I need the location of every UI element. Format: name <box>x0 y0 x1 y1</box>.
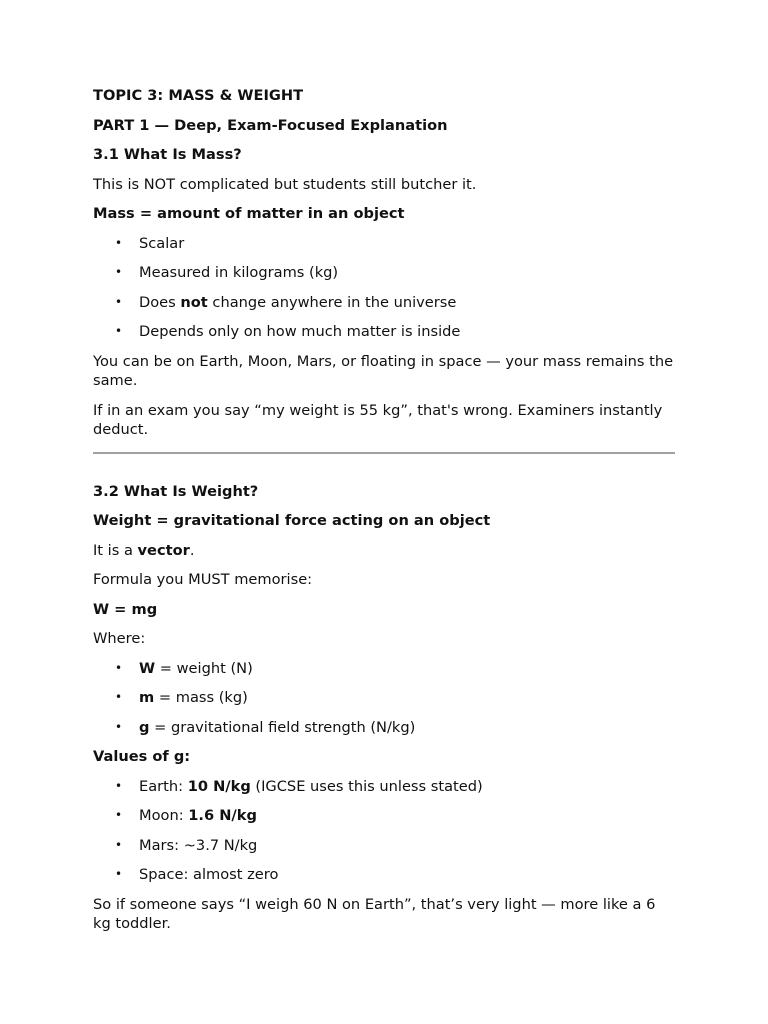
list-item <box>93 688 677 708</box>
list-item <box>93 234 677 254</box>
variable-description: = gravitational field strength (N/kg) <box>149 718 416 736</box>
variable-symbol: m <box>139 689 155 706</box>
section-divider <box>93 452 675 454</box>
mass-bullet-list <box>93 234 677 342</box>
emphasis-text: not <box>180 293 208 311</box>
list-item <box>93 865 677 885</box>
bullet-icon: • <box>115 235 123 250</box>
weight-definition: Weight = gravitational force acting on an object <box>93 512 491 529</box>
mass-definition: Mass = amount of matter in an object <box>93 205 405 222</box>
weight-heading: 3.2 What Is Weight? <box>93 482 259 500</box>
bullet-icon: • <box>115 867 123 881</box>
list-item <box>93 718 677 738</box>
values-heading: Values of g: <box>93 748 191 765</box>
emphasis-text: 1.6 N/kg <box>188 807 257 824</box>
variable-symbol: g <box>139 718 150 736</box>
emphasis-text: 10 N/kg <box>187 777 251 795</box>
mass-paragraph-2: If in an exam you say “my weight is 55 kg”, that's wrong. Examiners instantly deduct. <box>93 401 663 438</box>
list-item <box>93 806 677 826</box>
list-item-text: Scalar <box>139 234 185 252</box>
bullet-icon: • <box>115 778 123 793</box>
document-page <box>93 86 677 934</box>
list-item-text: (IGCSE uses this unless stated) <box>250 777 483 795</box>
list-item-text: Depends only on how much matter is inside <box>139 323 461 340</box>
bullet-icon: • <box>115 324 123 338</box>
list-item-text: Mars: ~3.7 N/kg <box>139 836 258 854</box>
variable-description: = mass (kg) <box>154 689 248 706</box>
closing-paragraph: So if someone says “I weigh 60 N on Earth”, that’s very light — more like a 6 kg toddler. <box>93 895 656 932</box>
list-item-text: Does <box>139 293 181 311</box>
list-item <box>93 263 677 283</box>
formula-intro: Formula you MUST memorise: <box>93 571 313 588</box>
bullet-icon: • <box>115 690 123 704</box>
list-item-text: Earth: <box>139 777 188 795</box>
mass-heading: 3.1 What Is Mass? <box>93 146 242 163</box>
bullet-icon: • <box>115 294 123 309</box>
vector-statement <box>93 541 677 561</box>
bullet-icon: • <box>115 660 123 675</box>
formula: W = mg <box>93 600 158 618</box>
bullet-icon: • <box>115 265 123 279</box>
list-item <box>93 293 677 313</box>
topic-title: TOPIC 3: MASS & WEIGHT <box>93 87 304 104</box>
list-item-text: change anywhere in the universe <box>207 293 457 311</box>
values-list <box>93 777 677 885</box>
list-item <box>93 836 677 856</box>
list-item <box>93 322 677 342</box>
bullet-icon: • <box>115 808 123 822</box>
mass-paragraph-1: You can be on Earth, Moon, Mars, or floating in space — your mass remains the same. <box>93 352 674 389</box>
where-label: Where: <box>93 630 146 647</box>
vector-text: . <box>189 541 195 559</box>
emphasis-text: vector <box>137 541 190 559</box>
list-item-text: Measured in kilograms (kg) <box>139 264 339 281</box>
mass-intro: This is NOT complicated but students still butcher it. <box>93 175 477 193</box>
vector-text: It is a <box>93 541 138 559</box>
list-item <box>93 777 677 797</box>
list-item-text: Moon: <box>139 807 189 824</box>
list-item-text: Space: almost zero <box>139 866 279 883</box>
bullet-icon: • <box>115 719 123 734</box>
bullet-icon: • <box>115 837 123 852</box>
part-title: PART 1 — Deep, Exam-Focused Explanation <box>93 116 448 134</box>
variable-symbol: W <box>139 659 156 677</box>
list-item <box>93 659 677 679</box>
variable-description: = weight (N) <box>155 659 253 677</box>
variables-list <box>93 659 677 738</box>
